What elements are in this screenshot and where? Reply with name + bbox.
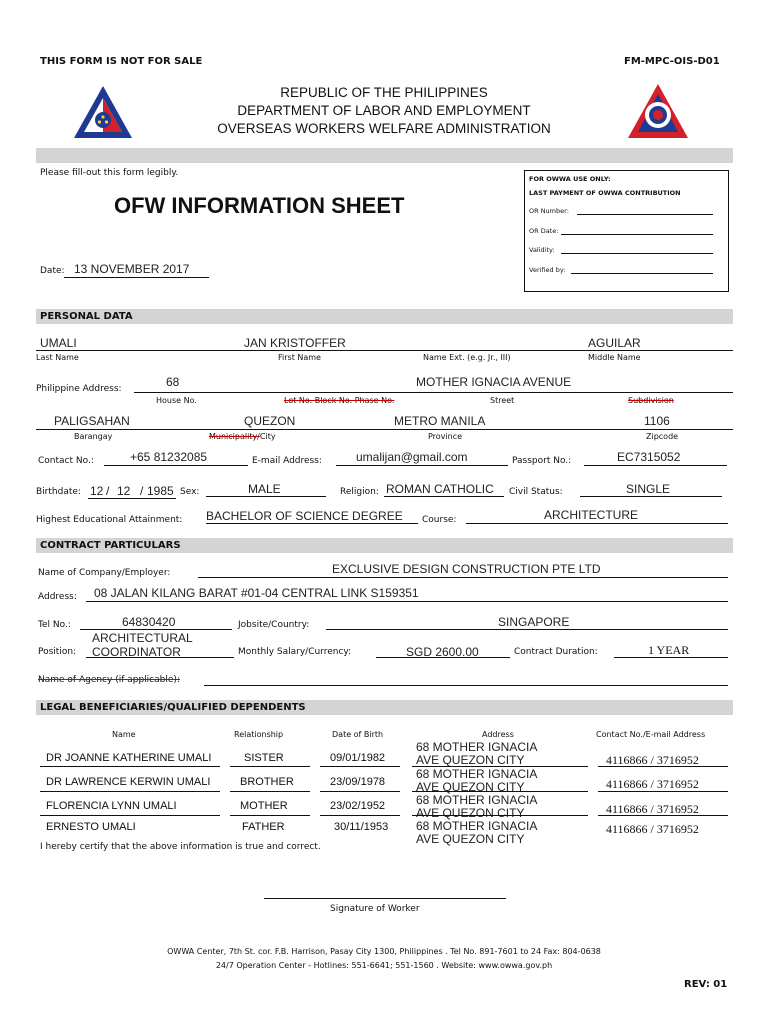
province-label: Province (428, 432, 463, 441)
civil-status-value[interactable]: SINGLE (626, 482, 671, 496)
middle-name-label: Middle Name (588, 353, 641, 362)
barangay-label: Barangay (74, 432, 113, 441)
header-line-owwa: OVERSEAS WORKERS WELFARE ADMINISTRATION (217, 121, 551, 136)
education-value[interactable]: BACHELOR OF SCIENCE DEGREE (206, 509, 403, 523)
row-underline-contact (598, 791, 728, 792)
row-underline-dob (320, 815, 400, 816)
birth-dd[interactable]: 12 (117, 484, 131, 498)
duration-label: Contract Duration: (514, 647, 598, 657)
footer-address: OWWA Center, 7th St. cor. F.B. Harrison, Pasay City 1300, Philippines . Tel No. 891-7601 to 24 Fax: 804-0638 (167, 947, 601, 956)
agency-label: Name of Agency (if applicable): (38, 675, 180, 685)
row-underline-contact (598, 815, 728, 816)
duration-value[interactable]: 1 YEAR (648, 643, 690, 657)
not-for-sale-note: THIS FORM IS NOT FOR SALE (40, 56, 203, 67)
row-underline-dob (320, 766, 400, 767)
beneficiary-relationship[interactable]: MOTHER (240, 800, 288, 812)
address-label: Philippine Address: (36, 384, 122, 394)
row-underline-contact (598, 766, 728, 767)
beneficiary-address-line2[interactable]: AVE QUEZON CITY (416, 832, 525, 846)
beneficiaries-heading: LEGAL BENEFICIARIES/QUALIFIED DEPENDENTS (40, 702, 306, 713)
beneficiary-address-line2[interactable]: AVE QUEZON CITY (416, 753, 525, 767)
street-value[interactable]: MOTHER IGNACIA AVENUE (416, 375, 572, 389)
position-underline (86, 657, 234, 658)
header-line-republic: REPUBLIC OF THE PHILIPPINES (280, 85, 488, 100)
beneficiary-address-line1[interactable]: 68 MOTHER IGNACIA (416, 740, 538, 754)
beneficiary-contact[interactable]: 4116866 / 3716952 (606, 822, 699, 836)
contract-address-underline (86, 601, 728, 602)
passport-value[interactable]: EC7315052 (617, 450, 681, 464)
barangay-value[interactable]: PALIGSAHAN (54, 414, 130, 428)
last-name-value[interactable]: UMALI (40, 336, 77, 350)
house-no-value[interactable]: 68 (166, 375, 180, 389)
footer-hotlines: 24/7 Operation Center - Hotlines: 551-6641; 551-1560 . Website: www.owwa.gov.ph (215, 961, 553, 970)
contract-address-label: Address: (38, 592, 77, 602)
company-underline (198, 577, 728, 578)
beneficiary-name[interactable]: DR JOANNE KATHERINE UMALI (46, 752, 212, 764)
tel-label: Tel No.: (38, 620, 71, 630)
agency-field[interactable] (204, 685, 728, 686)
col-header-relationship: Relationship (234, 730, 284, 739)
birthdate-label: Birthdate: (36, 487, 81, 497)
beneficiary-name[interactable]: ERNESTO UMALI (46, 821, 136, 833)
owwa-logo-icon (626, 82, 690, 140)
zipcode-value[interactable]: 1106 (644, 414, 670, 428)
city-value[interactable]: QUEZON (244, 414, 296, 428)
salary-label: Monthly Salary/Currency: (238, 647, 352, 657)
verified-by-field[interactable] (571, 273, 713, 274)
or-number-label: OR Number: (529, 207, 569, 215)
duration-underline (614, 657, 728, 658)
row-underline-address (412, 791, 588, 792)
col-header-contact: Contact No./E-mail Address (596, 730, 706, 739)
civil-status-underline (580, 496, 722, 497)
header-band (36, 148, 733, 163)
course-label: Course: (422, 515, 457, 525)
date-label: Date: (40, 266, 65, 276)
contract-heading: CONTRACT PARTICULARS (40, 540, 181, 551)
zipcode-label: Zipcode (646, 432, 679, 441)
form-title: OFW INFORMATION SHEET (114, 193, 405, 218)
sex-label: Sex: (180, 487, 200, 497)
instruction-text: Please fill-out this form legibly. (40, 168, 179, 178)
beneficiary-contact[interactable]: 4116866 / 3716952 (606, 753, 699, 767)
beneficiary-dob[interactable]: 30/11/1953 (334, 821, 389, 833)
passport-label: Passport No.: (512, 456, 572, 466)
lot-label: Lot No. Block No. Phase No. (284, 396, 395, 405)
salary-underline (376, 657, 510, 658)
row-underline-relationship (230, 791, 310, 792)
col-header-name: Name (112, 730, 136, 739)
sex-underline (206, 496, 326, 497)
position-label: Position: (38, 647, 77, 657)
jobsite-value[interactable]: SINGAPORE (498, 615, 570, 629)
beneficiary-contact[interactable]: 4116866 / 3716952 (606, 777, 699, 791)
religion-underline (384, 496, 504, 497)
company-label: Name of Company/Employer: (38, 568, 171, 578)
row-underline-address (412, 815, 588, 816)
row-underline-name (40, 815, 220, 816)
birth-yyyy[interactable]: 1985 (147, 484, 174, 498)
beneficiaries-bar (36, 700, 733, 715)
form-code: FM-MPC-OIS-D01 (624, 56, 720, 67)
civil-status-label: Civil Status: (509, 487, 563, 497)
sex-value[interactable]: MALE (248, 482, 281, 496)
signature-line[interactable] (264, 898, 506, 899)
verified-by-label: Verified by: (529, 266, 566, 274)
or-date-label: OR Date: (529, 227, 559, 235)
address-underline (134, 392, 733, 393)
course-value[interactable]: ARCHITECTURE (544, 508, 639, 522)
barangay-underline (36, 429, 733, 430)
name-ext-label: Name Ext. (e.g. Jr., III) (423, 353, 511, 362)
email-label: E-mail Address: (252, 456, 322, 466)
middle-name-value[interactable]: AGUILAR (588, 336, 641, 350)
beneficiary-name[interactable]: FLORENCIA LYNN UMALI (46, 800, 177, 812)
contact-value[interactable]: +65 81232085 (130, 450, 208, 464)
date-value[interactable]: 13 NOVEMBER 2017 (74, 262, 190, 276)
beneficiary-address-line2[interactable]: AVE QUEZON CITY (416, 780, 525, 794)
date-underline (64, 277, 209, 278)
beneficiary-dob[interactable]: 23/02/1952 (330, 800, 386, 812)
tel-underline (80, 629, 232, 630)
email-underline (336, 465, 508, 466)
position-value-line1[interactable]: ARCHITECTURAL (92, 631, 193, 645)
jobsite-underline (326, 629, 728, 630)
personal-data-heading: PERSONAL DATA (40, 311, 133, 322)
row-underline-relationship (230, 766, 310, 767)
company-value[interactable]: EXCLUSIVE DESIGN CONSTRUCTION PTE LTD (332, 562, 601, 576)
revision-code: REV: 01 (684, 979, 728, 990)
municipality-label: Municipality/ (209, 432, 260, 441)
personal-data-bar (36, 309, 733, 324)
beneficiary-address-line2[interactable]: AVE QUEZON CITY (416, 806, 525, 820)
signature-label: Signature of Worker (330, 904, 420, 914)
course-underline (466, 523, 728, 524)
row-underline-name (40, 766, 220, 767)
beneficiary-address-line1[interactable]: 68 MOTHER IGNACIA (416, 819, 538, 833)
last-name-label: Last Name (36, 353, 79, 362)
passport-underline (584, 465, 727, 466)
beneficiary-relationship[interactable]: SISTER (244, 752, 284, 764)
contact-label: Contact No.: (38, 456, 94, 466)
birthdate-underline (88, 498, 176, 499)
row-underline-name (40, 791, 220, 792)
first-name-label: First Name (278, 353, 321, 362)
col-header-address: Address (482, 730, 514, 739)
owwa-box-title: FOR OWWA USE ONLY: (529, 175, 611, 183)
first-name-value[interactable]: JAN KRISTOFFER (244, 336, 346, 350)
province-value[interactable]: METRO MANILA (394, 414, 486, 428)
or-date-field[interactable] (561, 234, 713, 235)
beneficiary-contact[interactable]: 4116866 / 3716952 (606, 802, 699, 816)
beneficiary-address-line1[interactable]: 68 MOTHER IGNACIA (416, 793, 538, 807)
beneficiary-name[interactable]: DR LAWRENCE KERWIN UMALI (46, 776, 211, 788)
or-number-field[interactable] (577, 214, 713, 215)
beneficiary-dob[interactable]: 09/01/1982 (330, 752, 386, 764)
dole-logo-icon (72, 84, 134, 140)
birth-mm[interactable]: 12 (90, 484, 104, 498)
row-underline-relationship (230, 815, 310, 816)
contract-bar (36, 538, 733, 553)
beneficiary-relationship[interactable]: FATHER (242, 821, 285, 833)
validity-field[interactable] (561, 253, 713, 254)
house-no-label: House No. (156, 396, 197, 405)
beneficiary-relationship[interactable]: BROTHER (240, 776, 294, 788)
owwa-use-box (524, 170, 729, 292)
beneficiary-address-line1[interactable]: 68 MOTHER IGNACIA (416, 767, 538, 781)
name-underline (36, 350, 733, 351)
jobsite-label: Jobsite/Country: (238, 620, 310, 630)
contract-address-value[interactable]: 08 JALAN KILANG BARAT #01-04 CENTRAL LINK S159351 (94, 586, 419, 600)
contact-underline (104, 465, 248, 466)
street-label: Street (490, 396, 515, 405)
certify-statement: I hereby certify that the above information is true and correct. (40, 842, 321, 852)
city-label: City (259, 432, 276, 441)
religion-label: Religion: (340, 487, 379, 497)
religion-value[interactable]: ROMAN CATHOLIC (386, 482, 494, 496)
email-value[interactable]: umalijan@gmail.com (356, 450, 468, 464)
salary-value[interactable]: SGD 2600.00 (406, 645, 479, 659)
col-header-dob: Date of Birth (332, 730, 384, 739)
header-line-dole: DEPARTMENT OF LABOR AND EMPLOYMENT (237, 103, 531, 118)
row-underline-dob (320, 791, 400, 792)
tel-value[interactable]: 64830420 (122, 615, 176, 629)
subdivision-label: Subdivision (628, 396, 674, 405)
validity-label: Validity: (529, 246, 555, 254)
beneficiary-dob[interactable]: 23/09/1978 (330, 776, 386, 788)
position-value-line2[interactable]: COORDINATOR (92, 645, 181, 659)
education-underline (206, 523, 418, 524)
owwa-box-subtitle: LAST PAYMENT OF OWWA CONTRIBUTION (529, 189, 681, 197)
education-label: Highest Educational Attainment: (36, 515, 183, 525)
